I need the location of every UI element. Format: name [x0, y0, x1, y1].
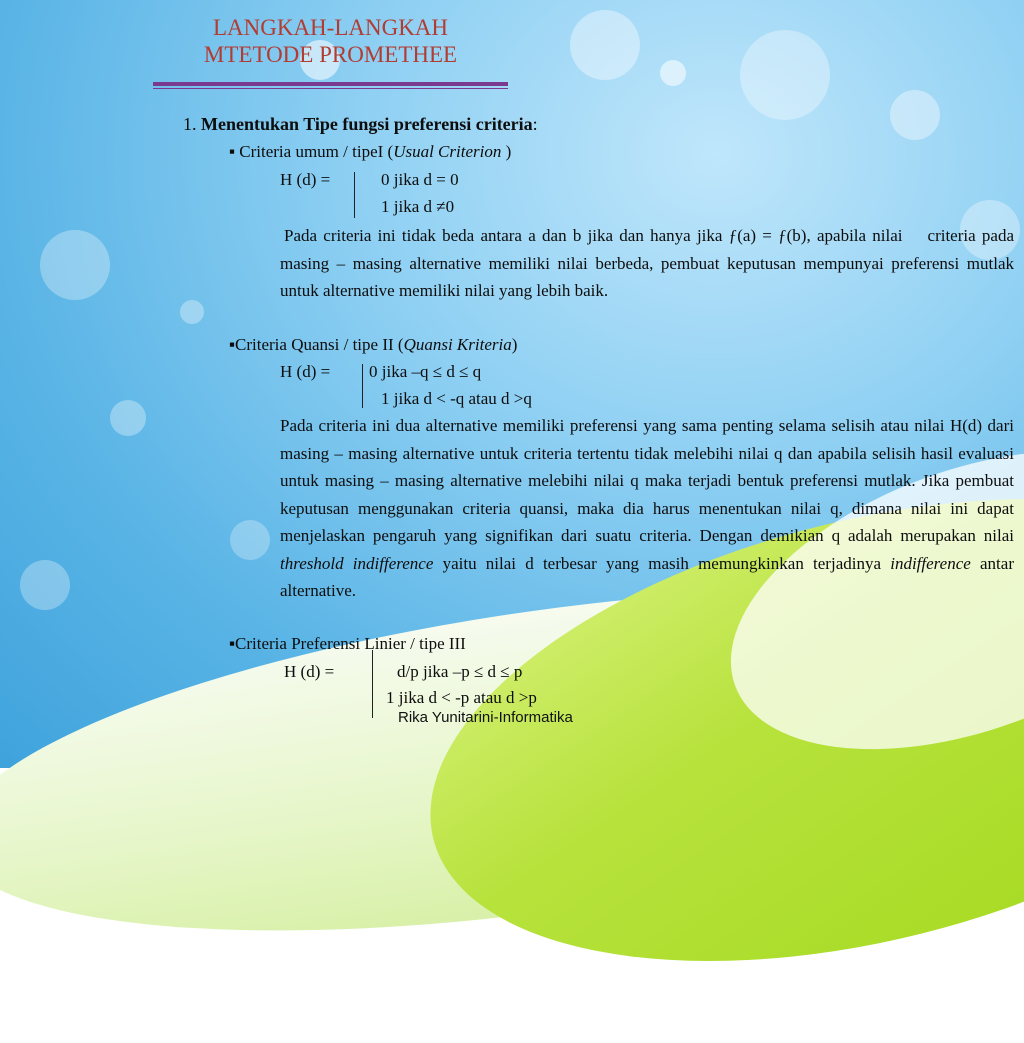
- type3-case2: 1 jika d < -p atau d >p: [386, 688, 537, 707]
- type2-desc-italic1: threshold indifference: [280, 553, 434, 573]
- bokeh-dot: [20, 560, 70, 610]
- type1-label-italic: Usual Criterion: [393, 142, 502, 161]
- heading-number: 1.: [183, 114, 197, 134]
- type2-desc-part2: yaitu nilai d terbesar yang masih memungkinkan terjadinya: [433, 553, 891, 573]
- bokeh-dot: [180, 300, 204, 324]
- bokeh-dot: [570, 10, 640, 80]
- type1-case2: 1 jika d ≠0: [381, 197, 455, 216]
- type1-h: H (d) =: [280, 170, 331, 189]
- heading-colon: :: [532, 114, 538, 134]
- type1-case1: 0 jika d = 0: [381, 170, 459, 189]
- type2-label-italic: Quansi Kriteria: [403, 335, 512, 354]
- type1-label-prefix: ▪ Criteria umum / tipeI (: [229, 142, 394, 161]
- type2-description: [280, 412, 1014, 605]
- type2-h: H (d) =: [280, 362, 331, 381]
- type2-desc-part1: Pada criteria ini dua alternative memiliki preferensi yang sama penting selama selisih atau nilai H(d) dari masing – masing alternative untuk criteria tertentu tidak melebihi nilai q dan apabila selisih hasil evaluasi untuk masing – masing alternative melebihi nilai q maka terjadi bentuk preferensi mutlak. Jika pembuat keputusan menggunakan criteria quansi, maka dia harus menentukan nilai q, dimana nilai ini dapat menjelaskan pengaruh yang signifikan dari suatu criteria. Dengan demikian q adalah merupakan nilai: [280, 416, 1014, 545]
- type2-label: [229, 331, 517, 359]
- title-line-2: MTETODE PROMETHEE: [203, 42, 458, 67]
- type1-description: Pada criteria ini tidak beda antara a dan b jika dan hanya jika ƒ(a) = ƒ(b), apabila nilai criteria pada masing – masing alternative memiliki nilai berbeda, pembuat keputusan mempunyai preferensi mutlak untuk alternative memiliki nilai yang lebih baik.: [280, 226, 1014, 300]
- type3-label: ▪Criteria Preferensi Linier / tipe III: [229, 634, 466, 653]
- heading-text: Menentukan Tipe fungsi preferensi criteria: [201, 114, 533, 134]
- title-underline: [153, 82, 508, 86]
- section-heading: [183, 110, 538, 138]
- type2-label-prefix: ▪Criteria Quansi / tipe II (: [229, 335, 404, 354]
- title-line-1: LANGKAH-LANGKAH: [212, 15, 449, 40]
- type2-desc-part3: antar alternative.: [280, 553, 1014, 600]
- bokeh-dot: [40, 230, 110, 300]
- bokeh-dot: [230, 520, 270, 560]
- type3-brace: [372, 650, 373, 718]
- type2-case2: 1 jika d < -q atau d >q: [381, 389, 532, 408]
- bokeh-dot: [660, 60, 686, 86]
- type2-brace: [362, 364, 363, 408]
- type2-desc-italic2: indifference: [890, 553, 971, 573]
- type3-case1: d/p jika –p ≤ d ≤ p: [397, 662, 523, 681]
- bokeh-dot: [740, 30, 830, 120]
- type2-label-suffix: ): [511, 335, 518, 354]
- type1-label: [229, 138, 511, 166]
- type1-brace: [354, 172, 355, 218]
- bokeh-dot: [110, 400, 146, 436]
- title-underline-thin: [153, 88, 508, 89]
- slide-title: [158, 14, 503, 68]
- type3-h: H (d) =: [284, 662, 335, 681]
- footer-author: Rika Yunitarini-Informatika: [398, 709, 573, 726]
- type2-case1: 0 jika –q ≤ d ≤ q: [369, 362, 482, 381]
- type1-label-suffix: ): [501, 142, 512, 161]
- bokeh-dot: [890, 90, 940, 140]
